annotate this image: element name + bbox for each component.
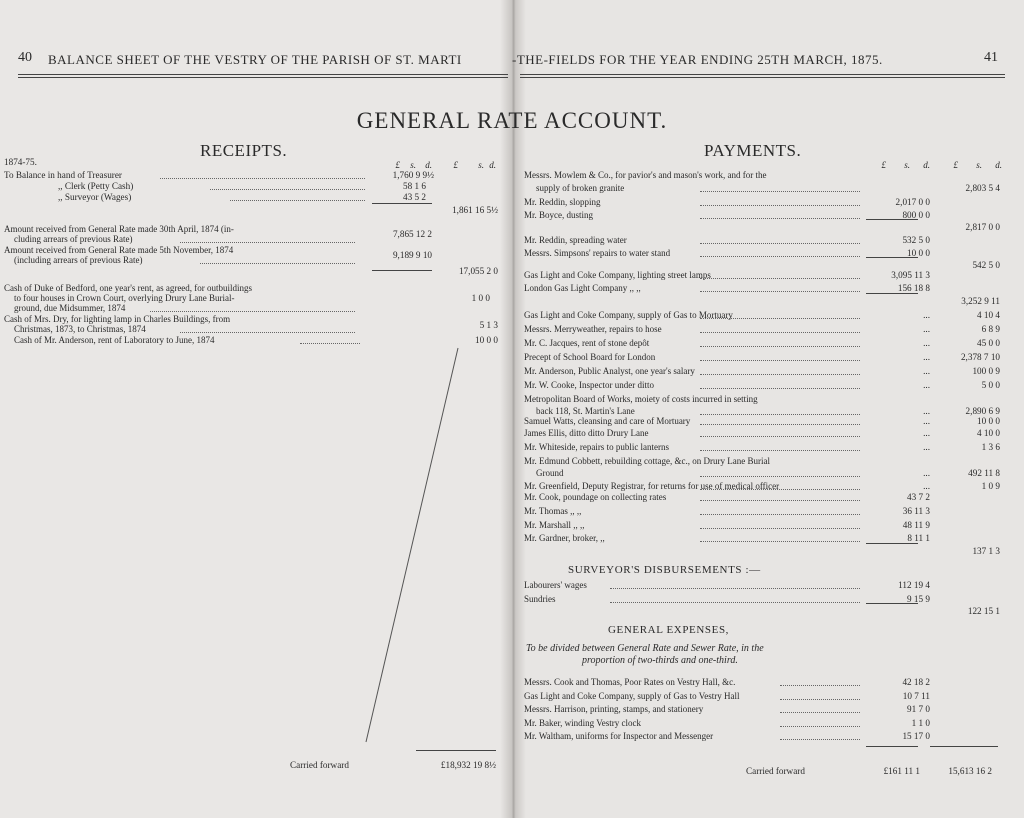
carried-forward-value: £18,932 19 8½ — [440, 760, 496, 770]
bedford-line2: to four houses in Crown Court, overlying Drury Lane Burial- — [14, 293, 235, 303]
leader-dots — [230, 200, 365, 201]
payment-amount-b: 100 0 9 — [972, 366, 1000, 376]
general-expense-amount: 15 17 0 — [902, 731, 930, 741]
header-rule-right — [520, 74, 1005, 75]
payment-amount-a: 532 5 0 — [902, 235, 930, 245]
leader-dots — [180, 242, 355, 243]
payment-label: Gas Light and Coke Company, supply of Gas to Mortuary — [524, 310, 733, 320]
leader-dots — [160, 178, 365, 179]
payment-amount-a: ... — [923, 468, 930, 478]
leader-dots — [150, 311, 355, 312]
payment-label: Ground — [536, 468, 564, 478]
header-rule-right-2 — [520, 77, 1005, 78]
payment-label: back 118, St. Martin's Lane — [536, 406, 635, 416]
leader-dots — [780, 712, 860, 713]
general-expense-label: Mr. Baker, winding Vestry clock — [524, 717, 641, 728]
nov-rate-line2: (including arrears of previous Rate) — [14, 255, 143, 265]
col-header: £ — [953, 160, 958, 170]
leader-dots — [780, 685, 860, 686]
col-header: s. — [976, 160, 982, 170]
payment-label: Mr. Edmund Cobbett, rebuilding cottage, &c., on Drury Lane Burial — [524, 456, 770, 466]
leader-dots — [610, 588, 860, 589]
col-header: s. — [904, 160, 910, 170]
nov-rate-line1: Amount received from General Rate made 5th November, 1874 — [4, 245, 234, 255]
leader-dots — [700, 191, 860, 192]
payment-label: Mr. Gardner, broker, ,, — [524, 533, 605, 543]
dry-value: 5 1 3 — [479, 320, 498, 330]
header-rule-left — [18, 74, 508, 75]
surveyor-label: Labourers' wages — [524, 580, 587, 590]
header-right-text: -THE-FIELDS FOR THE YEAR ENDING 25TH MARCH, 1875. — [512, 52, 883, 67]
leader-dots — [700, 424, 860, 425]
col-header: d. — [489, 160, 496, 170]
april-rate-line2: cluding arrears of previous Rate) — [14, 234, 133, 244]
payment-label: Mr. Anderson, Public Analyst, one year's salary — [524, 366, 695, 376]
col-header: s. — [478, 160, 484, 170]
dry-line2: Christmas, 1873, to Christmas, 1874 — [14, 324, 146, 334]
col-header: d. — [425, 160, 432, 170]
leader-dots — [210, 189, 365, 190]
leader-dots — [700, 414, 860, 415]
payment-amount-a: ... — [923, 428, 930, 438]
year-label: 1874-75. — [4, 157, 37, 167]
surveyor-value: 43 5 2 — [403, 192, 426, 202]
payment-label: Messrs. Simpsons' repairs to water stand — [524, 248, 671, 258]
payment-amount-b: 6 8 9 — [981, 324, 1000, 334]
general-expense-label: Gas Light and Coke Company, supply of Gas to Vestry Hall — [524, 690, 740, 701]
sum-rule — [866, 603, 918, 604]
payment-label: Mr. C. Jacques, rent of stone depôt — [524, 338, 650, 348]
payment-label: Mr. Reddin, slopping — [524, 197, 601, 207]
balance-value: 1,760 9 9½ — [392, 170, 434, 180]
leader-dots — [700, 332, 860, 333]
col-header: £ — [395, 160, 400, 170]
payment-label: Precept of School Board for London — [524, 352, 656, 362]
payment-amount-a: ... — [923, 338, 930, 348]
sum-rule — [866, 257, 918, 258]
subtotal-2: 17,055 2 0 — [458, 266, 498, 276]
payment-amount-b: 10 0 0 — [977, 416, 1000, 426]
total-rule — [416, 750, 496, 751]
payment-label: Mr. Reddin, spreading water — [524, 235, 627, 245]
general-expense-label: Messrs. Cook and Thomas, Poor Rates on Vestry Hall, &c. — [524, 677, 736, 687]
leader-dots — [700, 278, 860, 279]
payment-amount-b: 5 0 0 — [981, 380, 1000, 390]
sum-rule — [866, 219, 918, 220]
receipts-heading: RECEIPTS. — [200, 141, 288, 160]
surveyor-amount-a: 9 15 9 — [907, 594, 930, 604]
cancel-stroke — [360, 346, 470, 746]
payment-label: supply of broken granite — [536, 183, 625, 193]
general-expense-amount: 10 7 11 — [902, 690, 930, 701]
payment-label: Mr. Whiteside, repairs to public lanterns — [524, 442, 670, 452]
payment-amount-a: ... — [923, 481, 930, 491]
payment-amount-a: 36 11 3 — [902, 506, 930, 516]
leader-dots — [700, 318, 860, 319]
sum-rule — [866, 293, 918, 294]
leader-dots — [700, 218, 860, 219]
leader-dots — [700, 476, 860, 477]
payment-label: Messrs. Mowlem & Co., for pavior's and mason's work, and for the — [524, 170, 767, 180]
payments-carried-a: £161 11 1 — [883, 766, 920, 776]
general-expense-label: Mr. Waltham, uniforms for Inspector and Messenger — [524, 731, 714, 741]
col-header: £ — [453, 160, 458, 170]
col-header: £ — [881, 160, 886, 170]
general-note-line2: proportion of two-thirds and one-third. — [582, 655, 738, 666]
surveyor-disbursements-heading: SURVEYOR'S DISBURSEMENTS :— — [568, 564, 761, 576]
leader-dots — [700, 243, 860, 244]
payment-amount-a: 2,017 0 0 — [895, 197, 930, 207]
leader-dots — [700, 374, 860, 375]
leader-dots — [200, 263, 355, 264]
payment-amount-a: ... — [923, 406, 930, 416]
clerk-value: 58 1 6 — [403, 181, 426, 191]
anderson-value: 10 0 0 — [475, 335, 498, 345]
payment-label: Samuel Watts, cleansing and care of Mortuary — [524, 416, 691, 426]
payment-amount-a: ... — [923, 352, 930, 362]
surveyor-amount-a: 112 19 4 — [898, 580, 930, 590]
payment-amount-b: 4 10 4 — [977, 310, 1000, 320]
payment-amount-a: 156 18 8 — [897, 283, 930, 293]
payment-amount-b: 492 11 8 — [968, 468, 1000, 478]
payment-label: Messrs. Merryweather, repairs to hose — [524, 324, 662, 334]
leader-dots — [180, 332, 355, 333]
leader-dots — [700, 436, 860, 437]
leader-dots — [700, 514, 860, 515]
payment-label: Mr. Cook, poundage on collecting rates — [524, 492, 667, 502]
payment-amount-a: ... — [923, 416, 930, 426]
payment-amount-b: 45 0 0 — [977, 338, 1000, 348]
payment-amount-b: 542 5 0 — [972, 260, 1000, 270]
header-left-text: BALANCE SHEET OF THE VESTRY OF THE PARISH OF ST. MARTI — [48, 52, 462, 67]
sum-rule — [372, 203, 432, 204]
surveyor-label: ,, Surveyor (Wages) — [58, 192, 132, 202]
leader-dots — [700, 346, 860, 347]
leader-dots — [700, 528, 860, 529]
leader-dots — [700, 205, 860, 206]
payment-amount-b: 4 10 0 — [977, 428, 1000, 438]
leader-dots — [780, 699, 860, 700]
payment-amount-a: 8 11 1 — [907, 533, 930, 543]
leader-dots — [300, 343, 360, 344]
header-rule-left-2 — [18, 77, 508, 78]
page-title: GENERAL RATE ACCOUNT. — [356, 108, 668, 133]
payment-label: London Gas Light Company ,, ,, — [524, 283, 641, 293]
payment-amount-a: 43 7 2 — [907, 492, 930, 502]
total-rule — [866, 746, 918, 747]
payment-label: Gas Light and Coke Company, lighting street lamps — [524, 270, 711, 280]
leader-dots — [610, 602, 860, 603]
leader-dots — [700, 450, 860, 451]
april-rate-value: 7,865 12 2 — [392, 229, 432, 239]
payment-amount-a: 3,095 11 3 — [891, 270, 930, 280]
general-expense-amount: 91 7 0 — [907, 704, 930, 714]
payment-label: Mr. Greenfield, Deputy Registrar, for returns for use of medical officer — [524, 481, 780, 491]
general-note-line1: To be divided between General Rate and Sewer Rate, in the — [526, 643, 764, 654]
payment-amount-b: 2,378 7 10 — [960, 352, 1000, 362]
leader-dots — [700, 360, 860, 361]
nov-rate-value: 9,189 9 10 — [392, 250, 432, 260]
payment-amount-b: 2,890 6 9 — [965, 406, 1000, 416]
april-rate-line1: Amount received from General Rate made 30th April, 1874 (in- — [4, 224, 234, 234]
payment-amount-a: ... — [923, 442, 930, 452]
clerk-label: ,, Clerk (Petty Cash) — [58, 181, 134, 191]
col-header: d. — [995, 160, 1002, 170]
payment-amount-a: 48 11 9 — [902, 520, 930, 530]
leader-dots — [700, 500, 860, 501]
payment-amount-b: 2,803 5 4 — [965, 183, 1000, 193]
payment-label: Mr. W. Cooke, Inspector under ditto — [524, 380, 654, 390]
sum-rule — [866, 543, 918, 544]
payments-heading: PAYMENTS. — [704, 141, 802, 160]
bedford-line1: Cash of Duke of Bedford, one year's rent, as agreed, for outbuildings — [4, 283, 253, 293]
payments-carried-b: 15,613 16 2 — [948, 766, 992, 776]
leader-dots — [700, 388, 860, 389]
payment-amount-b: 1 3 6 — [981, 442, 1000, 452]
payment-label: Mr. Thomas ,, ,, — [524, 506, 582, 516]
payment-amount-b: 3,252 9 11 — [961, 296, 1000, 306]
general-expense-amount: 42 18 2 — [902, 677, 930, 687]
anderson-label: Cash of Mr. Anderson, rent of Laboratory to June, 1874 — [14, 335, 215, 345]
carried-forward-label: Carried forward — [290, 760, 349, 770]
leader-dots — [700, 541, 860, 542]
subtotal-1: 1,861 16 5½ — [452, 205, 498, 215]
balance-label: To Balance in hand of Treasurer — [4, 170, 122, 180]
payment-label: James Ellis, ditto ditto Drury Lane — [524, 428, 649, 438]
sum-rule — [372, 270, 432, 271]
payment-amount-b: 137 1 3 — [972, 546, 1000, 556]
payment-label: Mr. Boyce, dusting — [524, 210, 593, 220]
col-header: s. — [410, 160, 416, 170]
surveyor-amount-b: 122 15 1 — [967, 606, 1000, 616]
payment-amount-b: 1 0 9 — [981, 481, 1000, 491]
payments-carried-label: Carried forward — [746, 766, 805, 776]
leader-dots — [780, 739, 860, 740]
general-expense-label: Messrs. Harrison, printing, stamps, and stationery — [524, 704, 704, 714]
payment-amount-a: 800 0 0 — [902, 210, 930, 220]
payment-amount-a: 10 0 0 — [907, 248, 930, 258]
payment-amount-a: ... — [923, 366, 930, 376]
payment-label: Mr. Marshall ,, ,, — [524, 520, 585, 530]
surveyor-label: Sundries — [524, 594, 556, 604]
payment-amount-a: ... — [923, 380, 930, 390]
payment-amount-a: ... — [923, 310, 930, 320]
leader-dots — [780, 726, 860, 727]
bedford-line3: ground, due Midsummer, 1874 — [14, 303, 126, 313]
right-page-number: 41 — [984, 50, 998, 65]
left-page-number: 40 — [18, 50, 32, 65]
leader-dots — [700, 489, 860, 490]
payment-label: Metropolitan Board of Works, moiety of costs incurred in setting — [524, 394, 758, 404]
leader-dots — [700, 291, 860, 292]
total-rule — [930, 746, 998, 747]
col-header: d. — [923, 160, 930, 170]
dry-line1: Cash of Mrs. Dry, for lighting lamp in Charles Buildings, from — [4, 314, 231, 324]
general-expenses-heading: GENERAL EXPENSES, — [608, 624, 730, 636]
leader-dots — [700, 256, 860, 257]
payment-amount-a: ... — [923, 324, 930, 334]
general-expense-amount: 1 1 0 — [911, 717, 930, 728]
payment-amount-b: 2,817 0 0 — [965, 222, 1000, 232]
bedford-value: 1 0 0 — [471, 293, 490, 303]
